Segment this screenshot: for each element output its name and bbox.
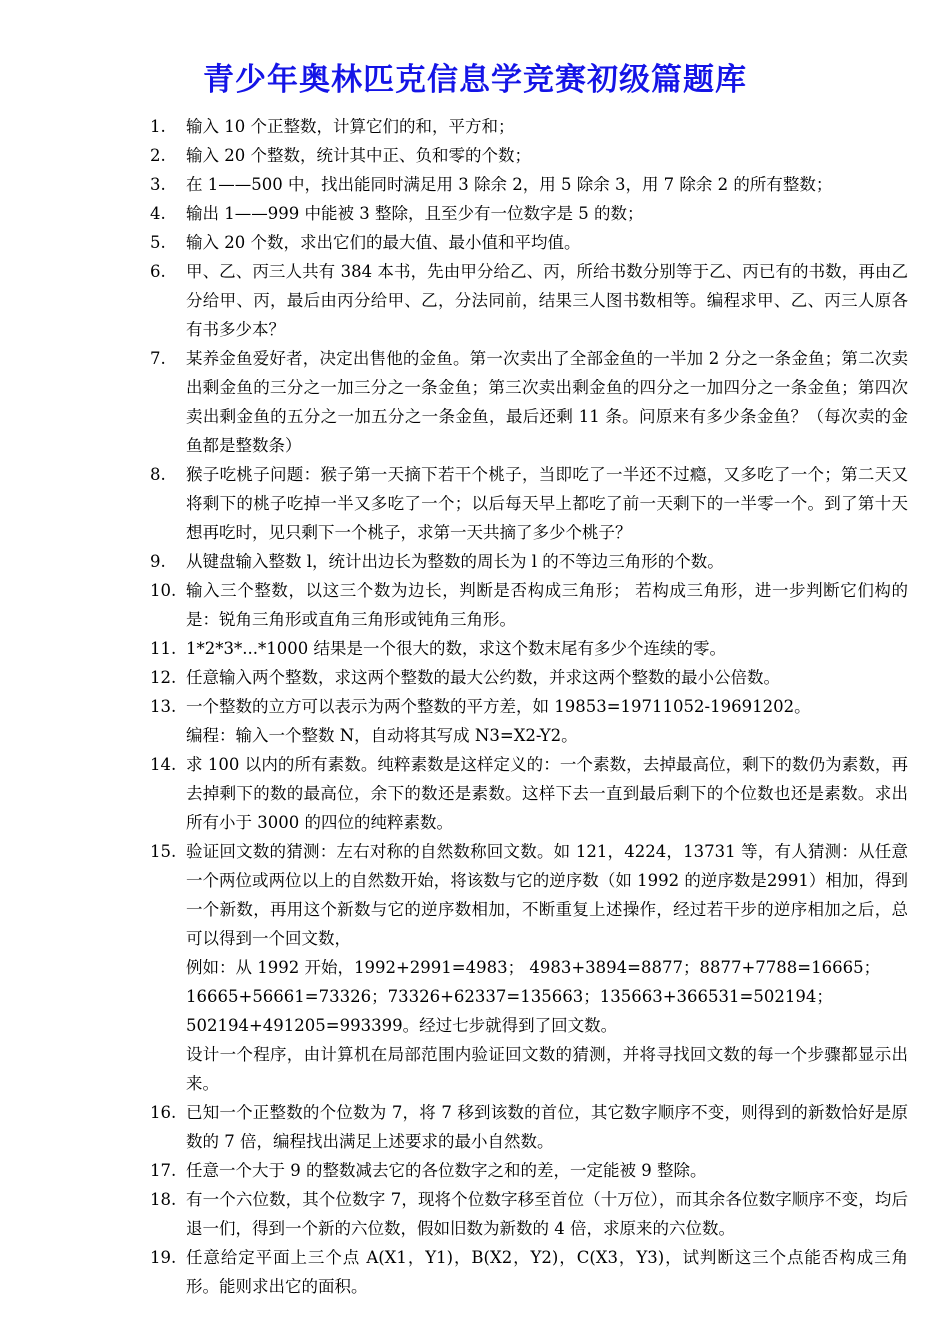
problem-number: 17. [150,1161,177,1180]
problem-text: 已知一个正整数的个位数为 7，将 7 移到该数的首位，其它数字顺序不变，则得到的新数恰好是原数的 7 倍，编程找出满足上述要求的最小自然数。 [186,1103,908,1151]
problem-item [0,170,950,199]
problem-number: 16. [150,1103,177,1122]
problem-number: 5. [150,233,166,252]
problem-text: 求 100 以内的所有素数。纯粹素数是这样定义的：一个素数，去掉最高位，剩下的数仍为素数，再去掉剩下的数的最高位，余下的数还是素数。这样下去一直到最后剩下的个位数也还是素数。求出所有小于 3000 的四位的纯粹素数。 [186,755,908,832]
problem-number: 9. [150,552,166,571]
problem-item [0,837,950,1098]
problem-text: 502194+491205=993399。经过七步就得到了回文数。 [186,1016,618,1035]
problem-item [0,1098,950,1156]
problem-text: 在 1——500 中，找出能同时满足用 3 除余 2，用 5 除余 3，用 7 除余 2 的所有整数； [186,175,833,194]
problem-text: 一个整数的立方可以表示为两个整数的平方差，如 19853=19711052-19691202。 [186,697,811,716]
problem-number: 19. [150,1248,177,1267]
problem-text: 验证回文数的猜测：左右对称的自然数称回文数。如 121，4224，13731 等，有人猜测：从任意一个两位或两位以上的自然数开始，将该数与它的逆序数（如 1992 的逆序数是2991）相加，得到一个新数，再用这个新数与它的逆序数相加，不断重复上述操作，经过若干步的逆序相加之后，总可以得到一个回文数， [186,842,908,948]
problem-item [0,576,950,634]
problem-number: 12. [150,668,177,687]
problem-text: 甲、乙、丙三人共有 384 本书，先由甲分给乙、丙，所给书数分别等于乙、丙已有的书数，再由乙分给甲、丙，最后由丙分给甲、乙，分法同前，结果三人图书数相等。编程求甲、乙、丙三人原各有书多少本？ [186,262,908,339]
problem-number: 15. [150,842,177,861]
problem-text: 任意一个大于 9 的整数减去它的各位数字之和的差，一定能被 9 整除。 [186,1161,707,1180]
problem-number: 13. [150,697,177,716]
problem-number: 4. [150,204,166,223]
problem-text: 某养金鱼爱好者，决定出售他的金鱼。第一次卖出了全部金鱼的一半加 2 分之一条金鱼；第二次卖出剩金鱼的三分之一加三分之一条金鱼；第三次卖出剩金鱼的四分之一加四分之一条金鱼；第四次卖出剩金鱼的五分之一加五分之一条金鱼，最后还剩 11 条。问原来有多少条金鱼？（每次卖的金鱼都是整数条） [186,349,908,455]
problem-text: 输入三个整数，以这三个数为边长，判断是否构成三角形； 若构成三角形，进一步判断它们构的是：锐角三角形或直角三角形或钝角三角形。 [186,581,908,629]
problem-item [0,1185,950,1243]
problem-text: 输出 1——999 中能被 3 整除，且至少有一位数字是 5 的数； [186,204,644,223]
problem-item [0,750,950,837]
problem-number: 7. [150,349,166,368]
problem-text: 有一个六位数，其个位数字 7，现将个位数字移至首位（十万位），而其余各位数字顺序不变，均后退一们，得到一个新的六位数，假如旧数为新数的 4 倍，求原来的六位数。 [186,1190,908,1238]
problem-number: 8. [150,465,166,484]
problem-text: 从键盘输入整数 l，统计出边长为整数的周长为 l 的不等边三角形的个数。 [186,552,724,571]
problem-number: 1. [150,117,166,136]
problem-item [0,692,950,750]
problem-text: 任意输入两个整数，求这两个整数的最大公约数，并求这两个整数的最小公倍数。 [186,668,780,687]
problem-number: 14. [150,755,177,774]
problem-text: 输入 20 个数，求出它们的最大值、最小值和平均值。 [186,233,581,252]
problem-text: 猴子吃桃子问题：猴子第一天摘下若干个桃子，当即吃了一半还不过瘾，又多吃了一个；第二天又将剩下的桃子吃掉一半又多吃了一个；以后每天早上都吃了前一天剩下的一半零一个。到了第十天想再吃时，见只剩下一个桃子，求第一天共摘了多少个桃子？ [186,465,908,542]
problem-item [0,460,950,547]
problem-number: 3. [150,175,166,194]
problem-list [0,112,950,1301]
problem-item [0,228,950,257]
problem-item [0,257,950,344]
problem-number: 18. [150,1190,177,1209]
problem-text: 编程：输入一个整数 N，自动将其写成 N3=X2-Y2。 [186,726,578,745]
problem-item [0,112,950,141]
problem-number: 6. [150,262,166,281]
problem-item [0,547,950,576]
problem-item [0,663,950,692]
problem-text: 输入 10 个正整数，计算它们的和，平方和； [186,117,515,136]
problem-text: 设计一个程序，由计算机在局部范围内验证回文数的猜测，并将寻找回文数的每一个步骤都显示出来。 [186,1045,908,1093]
problem-number: 2. [150,146,166,165]
problem-item [0,634,950,663]
problem-text: 1*2*3*...*1000 结果是一个很大的数，求这个数末尾有多少个连续的零。 [186,639,726,658]
problem-text: 输入 20 个整数，统计其中正、负和零的个数； [186,146,531,165]
problem-item [0,199,950,228]
problem-item [0,141,950,170]
problem-text: 16665+56661=73326；73326+62337=135663；135663+366531=502194； [186,987,833,1006]
problem-text: 例如：从 1992 开始，1992+2991=4983； 4983+3894=8877；8877+7788=16665； [186,958,881,977]
problem-item [0,344,950,460]
problem-text: 任意给定平面上三个点 A(X1，Y1)，B(X2，Y2)，C(X3，Y3)，试判断这三个点能否构成三角形。能则求出它的面积。 [186,1248,908,1296]
problem-number: 11. [150,639,177,658]
page-title: 青少年奥林匹克信息学竞赛初级篇题库 [203,62,747,98]
problem-item [0,1243,950,1301]
problem-item [0,1156,950,1185]
problem-number: 10. [150,581,177,600]
